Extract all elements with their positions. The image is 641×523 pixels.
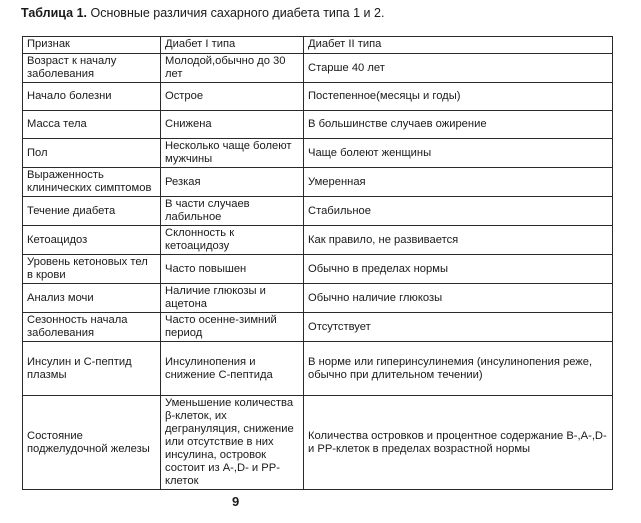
column-header-type-1: Диабет I типа bbox=[161, 37, 304, 54]
type-1-cell: Наличие глюкозы и ацетона bbox=[161, 284, 304, 313]
type-2-cell: Количества островков и процентное содержание В-,А-,D-и PP-клеток в пределах возрастной нормы bbox=[304, 396, 613, 490]
type-1-cell: Снижена bbox=[161, 111, 304, 139]
feature-cell: Кетоацидоз bbox=[23, 226, 161, 255]
table-row bbox=[23, 255, 613, 284]
page-number: 9 bbox=[232, 494, 240, 509]
table-row bbox=[23, 284, 613, 313]
type-1-cell: Резкая bbox=[161, 168, 304, 197]
feature-cell: Возраст к началу заболевания bbox=[23, 54, 161, 83]
diabetes-comparison-table bbox=[22, 36, 613, 490]
table-row bbox=[23, 83, 613, 111]
table-caption bbox=[21, 6, 384, 20]
type-2-cell: Старше 40 лет bbox=[304, 54, 613, 83]
feature-cell: Состояние поджелудочной железы bbox=[23, 396, 161, 490]
column-header-feature: Признак bbox=[23, 37, 161, 54]
type-1-cell: Инсулинопения и снижение С-пептида bbox=[161, 342, 304, 396]
type-2-cell: Как правило, не развивается bbox=[304, 226, 613, 255]
type-1-cell: Острое bbox=[161, 83, 304, 111]
type-1-cell: Часто осенне-зимний период bbox=[161, 313, 304, 342]
type-2-cell: Обычно наличие глюкозы bbox=[304, 284, 613, 313]
table-row bbox=[23, 111, 613, 139]
table-row bbox=[23, 313, 613, 342]
type-2-cell: Чаще болеют женщины bbox=[304, 139, 613, 168]
type-1-cell: Несколько чаще болеют мужчины bbox=[161, 139, 304, 168]
type-2-cell: Умеренная bbox=[304, 168, 613, 197]
type-2-cell: Обычно в пределах нормы bbox=[304, 255, 613, 284]
column-header-type-2: Диабет II типа bbox=[304, 37, 613, 54]
feature-cell: Сезонность начала заболевания bbox=[23, 313, 161, 342]
type-1-cell: В части случаев лабильное bbox=[161, 197, 304, 226]
table-row bbox=[23, 197, 613, 226]
table-row bbox=[23, 342, 613, 396]
type-1-cell: Уменьшение количества β-клеток, их дегрануляция, снижение или отсутствие в них инсулина, островок состоит из А-,D- и PP-клеток bbox=[161, 396, 304, 490]
type-2-cell: Стабильное bbox=[304, 197, 613, 226]
feature-cell: Течение диабета bbox=[23, 197, 161, 226]
table-row bbox=[23, 139, 613, 168]
feature-cell: Выраженность клинических симптомов bbox=[23, 168, 161, 197]
type-1-cell: Часто повышен bbox=[161, 255, 304, 284]
feature-cell: Инсулин и С-пептид плазмы bbox=[23, 342, 161, 396]
feature-cell: Масса тела bbox=[23, 111, 161, 139]
table-header-row bbox=[23, 37, 613, 54]
table-row bbox=[23, 396, 613, 490]
type-2-cell: Отсутствует bbox=[304, 313, 613, 342]
type-1-cell: Молодой,обычно до 30 лет bbox=[161, 54, 304, 83]
table-caption-text: Основные различия сахарного диабета типа 1 и 2. bbox=[90, 6, 385, 20]
table-caption-label: Таблица 1. bbox=[21, 6, 87, 20]
type-1-cell: Склонность к кетоацидозу bbox=[161, 226, 304, 255]
feature-cell: Пол bbox=[23, 139, 161, 168]
type-2-cell: В большинстве случаев ожирение bbox=[304, 111, 613, 139]
table-row bbox=[23, 54, 613, 83]
table-row bbox=[23, 226, 613, 255]
feature-cell: Уровень кетоновых тел в крови bbox=[23, 255, 161, 284]
feature-cell: Начало болезни bbox=[23, 83, 161, 111]
table-row bbox=[23, 168, 613, 197]
type-2-cell: Постепенное(месяцы и годы) bbox=[304, 83, 613, 111]
type-2-cell: В норме или гиперинсулинемия (инсулинопения реже, обычно при длительном течении) bbox=[304, 342, 613, 396]
feature-cell: Анализ мочи bbox=[23, 284, 161, 313]
